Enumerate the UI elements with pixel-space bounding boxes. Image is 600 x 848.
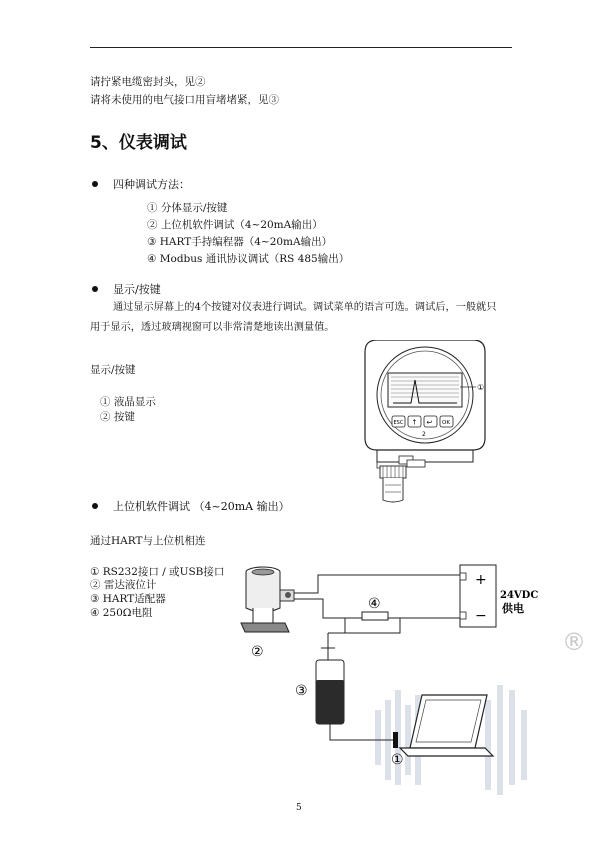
rs232-connector-icon (393, 732, 398, 748)
radar-gauge-icon (241, 567, 294, 632)
resistor-icon (362, 612, 388, 620)
header-rule (90, 47, 512, 48)
page-number: 5 (296, 803, 302, 813)
intro-line-2: 请将未使用的电气接口用盲堵堵紧，见③ (90, 94, 279, 106)
methods-heading: 四种调试方法： (113, 178, 190, 191)
laptop-icon (400, 695, 493, 756)
supply-voltage: 24VDC (500, 590, 539, 601)
display-paragraph-line-1: 通过显示屏幕上的4个按键对仪表进行调试。调试菜单的语言可选。调试后，一般就只 (113, 302, 497, 313)
display-heading: 显示/按键 (113, 283, 161, 296)
up-arrow-icon: ↑ (411, 418, 418, 427)
display-device-figure (355, 340, 505, 505)
pc-item-4: ④ 250Ω电阻 (90, 607, 153, 619)
display-label: 显示/按键 (90, 364, 136, 376)
method-item-3: ③ HART手持编程器（4~20mA输出） (147, 236, 333, 248)
hart-wiring-diagram (225, 560, 600, 820)
intro-line-1: 请拧紧电缆密封头，见② (90, 76, 206, 88)
pc-item-1: ① RS232接口 / 或USB接口 (90, 566, 225, 578)
plus-label: + (475, 572, 487, 588)
display-item-2: ② 按键 (100, 411, 135, 423)
callout-2: ② (251, 644, 264, 660)
pc-item-3: ③ HART适配器 (90, 593, 166, 605)
method-item-2: ② 上位机软件调试（4~20mA输出） (147, 219, 323, 231)
enter-arrow-icon: ↩ (426, 418, 433, 427)
section-title: 5、仪表调试 (90, 133, 187, 153)
hart-adapter-icon (316, 648, 344, 724)
method-item-1: ① 分体显示/按键 (147, 202, 228, 214)
supply-label: 供电 (502, 602, 524, 615)
bullet-icon (92, 181, 98, 187)
pc-heading: 上位机软件调试 （4~20mA 输出） (113, 500, 290, 513)
display-item-1: ① 液晶显示 (100, 396, 156, 408)
ok-key-label: OK (442, 420, 450, 426)
callout-1: ① (477, 383, 485, 392)
display-paragraph-line-2: 用于显示，透过玻璃视窗可以非常清楚地读出测量值。 (90, 322, 335, 333)
pc-item-2: ② 雷达液位计 (90, 579, 157, 591)
esc-key-label: ESC (393, 420, 404, 426)
minus-label: − (475, 608, 487, 624)
bullet-icon (92, 286, 98, 292)
callout-4: ④ (368, 596, 381, 612)
bullet-icon (92, 503, 98, 509)
callout-1: ① (391, 752, 404, 768)
pc-subheading: 通过HART与上位机相连 (90, 535, 206, 547)
registered-mark: ® (562, 628, 586, 656)
method-item-4: ④ Modbus 通讯协议调试（RS 485输出） (147, 253, 350, 265)
callout-3: ③ (295, 683, 308, 699)
callout-2: 2 (422, 431, 426, 438)
